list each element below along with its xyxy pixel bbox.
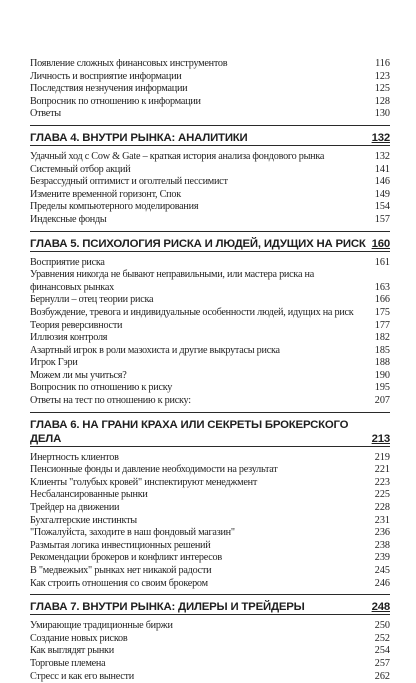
toc-entry-page: 231 [374,514,390,526]
toc-entry[interactable] [30,357,390,370]
toc-entry[interactable] [30,307,390,320]
toc-entry[interactable] [30,527,390,540]
toc-entry[interactable] [30,71,390,84]
toc-entry-title: Клиенты "голубых кровей" инспектируют менеджмент [30,476,258,488]
toc-entry-title: Пенсионные фонды и давление необходимости на результат [30,464,278,476]
toc-entry-title: Бернулли – отец теории риска [30,294,154,306]
toc-entry-title: Появление сложных финансовых инструментов [30,58,228,69]
toc-entry-page: 225 [374,489,390,501]
toc-entry-page: 149 [374,188,390,200]
table-of-contents [30,58,390,683]
toc-entry-page: 207 [374,395,390,407]
toc-section-chapter-4 [30,151,390,227]
chapter-heading-7[interactable] [30,594,390,615]
toc-entry-page: 166 [374,294,390,306]
toc-entry-page: 228 [374,502,390,514]
chapter-page: 213 [371,432,390,445]
toc-entry-title: Иллюзия контроля [30,332,108,344]
toc-entry[interactable] [30,395,390,408]
toc-entry[interactable] [30,633,390,646]
toc-section-chapter-7 [30,620,390,683]
toc-entry-page: 221 [374,464,390,476]
toc-entry-title: Возбуждение, тревога и индивидуальные особенности людей, идущих на риск [30,306,354,318]
toc-entry[interactable] [30,201,390,214]
toc-entry[interactable] [30,452,390,465]
toc-entry[interactable] [30,257,390,270]
toc-entry-title: Можем ли мы учиться? [30,369,127,381]
toc-entry[interactable] [30,658,390,671]
toc-entry-title: Размытая логика инвестиционных решений [30,539,211,551]
toc-entry-title: "Пожалуйста, заходите в наш фондовый магазин" [30,527,235,539]
toc-entry[interactable] [30,269,390,294]
toc-entry[interactable] [30,620,390,633]
toc-entry-page: 188 [374,357,390,369]
toc-entry-title: Умирающие традиционные биржи [30,620,173,632]
toc-entry-title: Индексные фонды [30,213,107,225]
toc-entry[interactable] [30,671,390,683]
toc-entry-page: 132 [374,150,390,162]
toc-entry-title: Вопросник по отношению к риску [30,382,173,394]
toc-entry-title: Как выглядят рынки [30,645,114,657]
toc-entry[interactable] [30,332,390,345]
toc-entry-title: В "медвежьих" рынках нет никакой радости [30,565,212,576]
toc-entry[interactable] [30,189,390,202]
toc-entry[interactable] [30,151,390,164]
toc-entry-page: 123 [374,70,390,82]
toc-entry-title: Пределы компьютерного моделирования [30,201,199,213]
toc-entry-page: 146 [374,176,390,188]
toc-entry-page: 128 [374,95,390,107]
toc-entry-page: 163 [374,281,390,293]
toc-entry-title: Восприятие риска [30,256,105,268]
chapter-title: ГЛАВА 4. ВНУТРИ РЫНКА: АНАЛИТИКИ [30,131,248,144]
toc-entry-title: Измените временной горизонт, Спок [30,188,181,200]
toc-entry-title: Личность и восприятие информации [30,70,182,82]
toc-entry[interactable] [30,320,390,333]
toc-entry-title: Трейдер на движении [30,502,120,514]
toc-entry-title: Уравнения никогда не бывают неправильными, или мастера риска на финансовых рынках [30,269,314,293]
toc-entry-page: 252 [374,632,390,644]
toc-section-chapter-5 [30,257,390,408]
toc-entry-page: 116 [375,58,390,69]
toc-entry-title: Как строить отношения со своим брокером [30,577,208,589]
toc-entry-page: 246 [374,577,390,589]
chapter-page: 132 [371,131,390,144]
toc-entry-title: Стресс и как его вынести [30,670,134,682]
toc-entry[interactable] [30,58,390,71]
toc-entry-page: 223 [374,476,390,488]
toc-entry[interactable] [30,552,390,565]
toc-entry[interactable] [30,565,390,578]
toc-entry-page: 177 [374,319,390,331]
toc-entry[interactable] [30,176,390,189]
toc-entry-title: Вопросник по отношению к информации [30,95,201,107]
toc-entry-title: Удачный ход с Cow & Gate – краткая история анализа фондового рынка [30,150,325,162]
toc-entry-title: Последствия незнучения информации [30,83,188,95]
toc-entry[interactable] [30,108,390,121]
toc-entry-page: 195 [374,382,390,394]
toc-entry[interactable] [30,382,390,395]
toc-entry-title: Безрассудный оптимист и оголтелый пессимист [30,176,228,188]
toc-entry-title: Ответы [30,108,61,120]
toc-entry-page: 190 [374,369,390,381]
toc-entry-title: Рекомендации брокеров и конфликт интересов [30,552,222,564]
toc-entry-page: 161 [374,256,390,268]
toc-entry[interactable] [30,294,390,307]
toc-entry[interactable] [30,502,390,515]
toc-entry-title: Инертность клиентов [30,451,119,463]
toc-entry-page: 182 [374,332,390,344]
toc-entry[interactable] [30,540,390,553]
toc-entry-page: 219 [374,451,390,463]
chapter-page: 160 [371,237,390,250]
toc-entry[interactable] [30,96,390,109]
toc-entry[interactable] [30,345,390,358]
toc-entry-title: Создание новых рисков [30,632,128,644]
toc-entry[interactable] [30,477,390,490]
toc-section-chapter-6 [30,452,390,591]
toc-entry-title: Системный отбор акций [30,163,131,175]
toc-entry-page: 154 [374,201,390,213]
toc-entry[interactable] [30,83,390,96]
toc-entry-page: 262 [374,670,390,682]
toc-entry-page: 157 [374,213,390,225]
chapter-title: ГЛАВА 6. НА ГРАНИ КРАХА ИЛИ СЕКРЕТЫ БРОКЕРСКОГО ДЕЛА [30,418,349,445]
toc-entry[interactable] [30,164,390,177]
toc-entry-page: 185 [374,344,390,356]
toc-entry[interactable] [30,578,390,591]
toc-entry-title: Игрок Гэри [30,357,78,369]
chapter-heading-6[interactable] [30,412,390,447]
toc-entry-title: Теория реверсивности [30,319,123,331]
chapter-heading-5[interactable] [30,231,390,252]
toc-entry[interactable] [30,645,390,658]
chapter-page: 248 [371,601,390,614]
toc-entry[interactable] [30,214,390,227]
chapter-title: ГЛАВА 5. ПСИХОЛОГИЯ РИСКА И ЛЮДЕЙ, ИДУЩИХ НА РИСК [30,237,366,250]
toc-section-intro [30,58,390,121]
toc-entry-title: Азартный игрок в роли мазохиста и другие выкрутасы риска [30,344,280,356]
toc-entry-page: 141 [374,163,390,175]
toc-entry-page: 257 [374,657,390,669]
toc-entry-page: 125 [374,83,390,95]
toc-entry-title: Торговые племена [30,657,106,669]
toc-entry-page: 130 [374,108,390,120]
toc-entry[interactable] [30,464,390,477]
chapter-heading-4[interactable] [30,125,390,146]
toc-entry-title: Ответы на тест по отношению к риску: [30,395,191,407]
toc-entry-title: Бухгалтерские инстинкты [30,514,137,526]
toc-entry-page: 254 [374,645,390,657]
toc-entry[interactable] [30,489,390,502]
toc-entry[interactable] [30,515,390,528]
toc-entry-page: 175 [374,306,390,318]
toc-entry-page: 239 [374,552,390,564]
toc-entry-page: 238 [374,539,390,551]
toc-entry[interactable] [30,370,390,383]
toc-entry-page: 250 [374,620,390,632]
chapter-title: ГЛАВА 7. ВНУТРИ РЫНКА: ДИЛЕРЫ И ТРЕЙДЕРЫ [30,601,305,614]
toc-entry-title: Несбалансированные рынки [30,489,148,501]
toc-entry-page: 236 [374,527,390,539]
toc-entry-page: 245 [374,565,390,576]
